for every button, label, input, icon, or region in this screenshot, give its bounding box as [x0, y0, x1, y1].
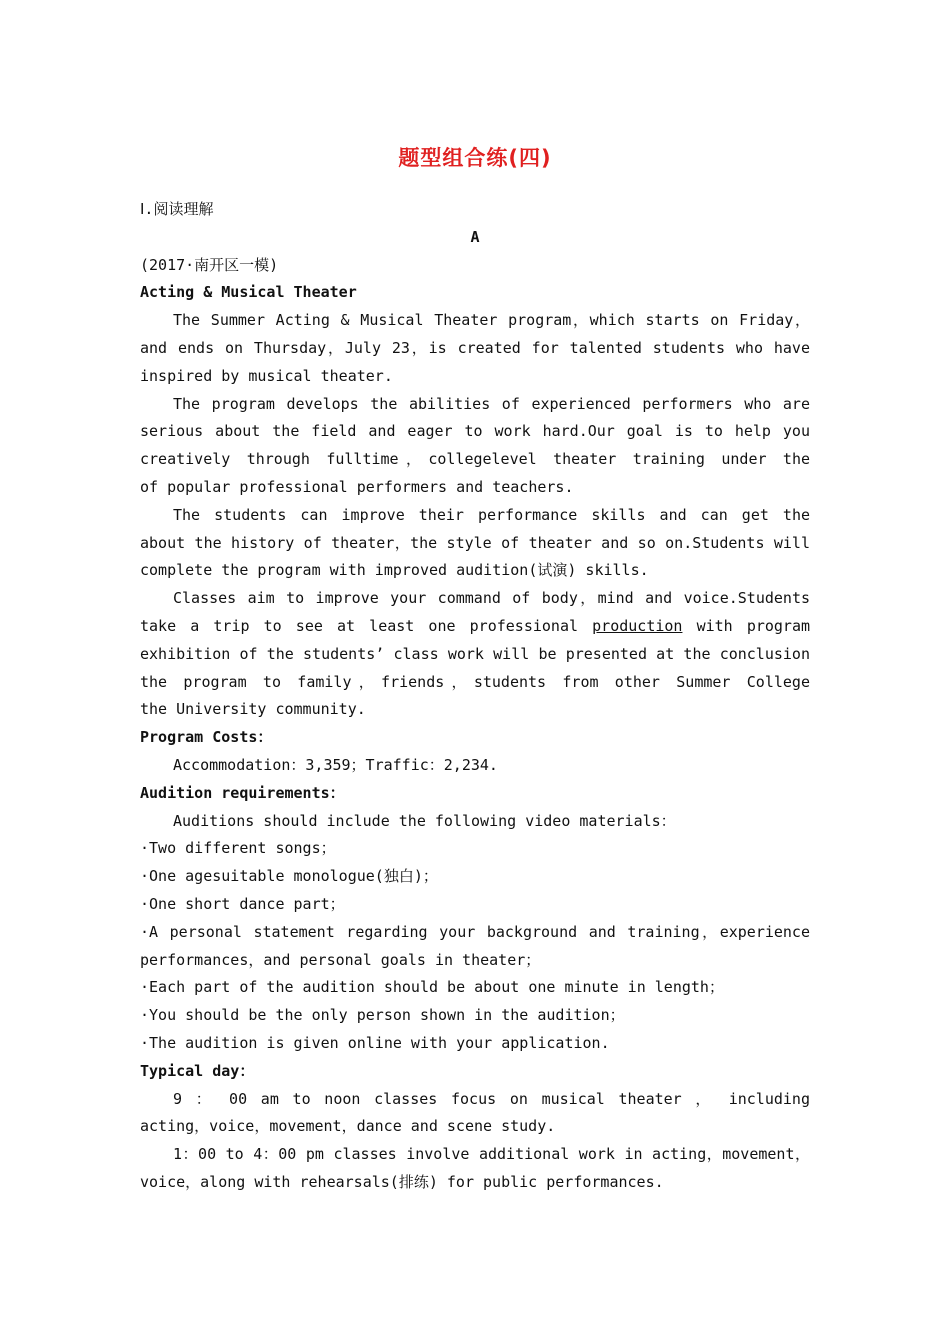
text-line: acting，voice，movement，dance and scene study. [140, 1117, 556, 1136]
text-line [140, 613, 810, 641]
passage-label: A [470, 227, 480, 246]
text-line: of popular professional performers and teachers. [140, 477, 574, 496]
bullet-item-continued: performances，and personal goals in theater； [140, 950, 541, 969]
passage-title: Acting & Musical Theater [140, 283, 357, 302]
bullet-item: ·A personal statement regarding your background and training，experience [140, 922, 810, 941]
text-line: voice，along with rehearsals(排练) for public performances. [140, 1172, 664, 1191]
costs-line: Accommodation：3,359；Traffic：2,234. [173, 755, 498, 774]
text-line: complete the program with improved audition(试演) skills. [140, 561, 649, 580]
page-title: 题型组合练(四) [398, 146, 552, 170]
text-line: the program to family，friends，students from other Summer College [140, 672, 810, 691]
audition-intro: Auditions should include the following video materials： [173, 811, 676, 830]
text-line: The program develops the abilities of experienced performers who are [173, 394, 810, 413]
paragraph-1 [140, 307, 810, 390]
text-fragment: take a trip to see at least one professional [140, 616, 579, 635]
text-line: Classes aim to improve your command of body，mind and voice.Students [173, 589, 810, 608]
bullet-item: ·You should be the only person shown in the audition； [140, 1006, 625, 1025]
audition-heading: Audition requirements： [140, 783, 345, 802]
underlined-word: production [592, 616, 683, 635]
typical-day-heading: Typical day： [140, 1061, 255, 1080]
paragraph-2 [140, 391, 810, 502]
bullet-item: ·The audition is given online with your application. [140, 1033, 610, 1052]
text-line: and ends on Thursday，July 23，is created for talented students who have [140, 338, 810, 357]
bullet-item: ·One short dance part； [140, 894, 345, 913]
text-line: about the history of theater，the style of theater and so on.Students will [140, 533, 810, 552]
text-line: The students can improve their performance skills and can get the [173, 505, 810, 524]
text-line: 1：00 to 4：00 pm classes involve additional work in acting，movement， [173, 1145, 810, 1164]
section-heading: Ⅰ.阅读理解 [140, 200, 214, 218]
paragraph-3 [140, 502, 810, 585]
text-line: 9 ： 00 am to noon classes focus on musical theater ， including [173, 1089, 810, 1108]
bullet-item: ·One agesuitable monologue(独白)； [140, 867, 438, 886]
document-body [140, 196, 810, 1197]
paragraph-4 [140, 585, 810, 724]
costs-heading: Program Costs： [140, 728, 273, 747]
text-line: The Summer Acting & Musical Theater program，which starts on Friday， [173, 311, 810, 330]
text-line: serious about the field and eager to work hard.Our goal is to help you [140, 422, 810, 441]
text-line: inspired by musical theater. [140, 366, 393, 385]
bullet-item: ·Two different songs； [140, 839, 336, 858]
text-fragment: with program [696, 616, 810, 635]
bullet-item: ·Each part of the audition should be about one minute in length； [140, 978, 724, 997]
text-line: exhibition of the students’ class work will be presented at the conclusion [140, 644, 810, 663]
text-line: the University community. [140, 700, 366, 719]
text-line: creatively through fulltime，collegelevel theater training under the [140, 450, 810, 469]
source-note: (2017·南开区一模) [140, 255, 279, 274]
